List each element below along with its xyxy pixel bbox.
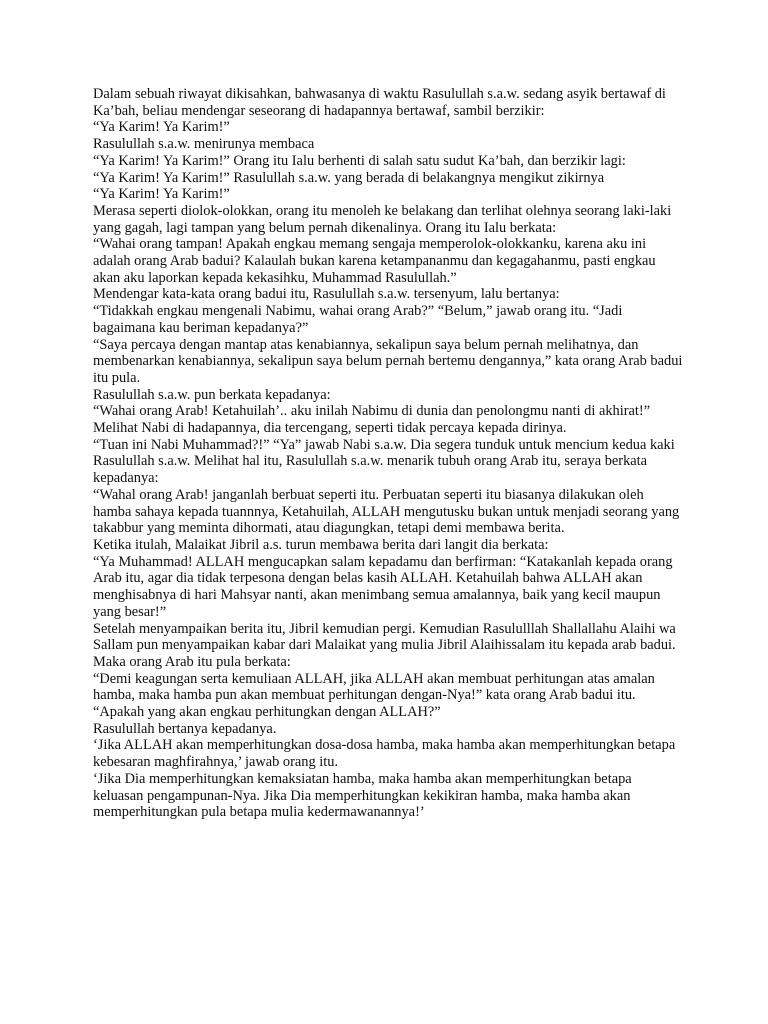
paragraph: “Wahai orang tampan! Apakah engkau memang sengaja memperolok-olokkanku, karena aku ini adalah orang Arab badui? Kalaulah bukan karena ketampananmu dan kegagahanmu, pasti engkau akan aku laporkan kepada kekasihku, Muhammad Rasulullah.”: [93, 236, 656, 286]
paragraph: Maka orang Arab itu pula berkata:: [93, 653, 291, 670]
paragraph: Rasulullah s.a.w. menirunya membaca: [93, 136, 315, 153]
paragraph: Ketika itulah, Malaikat Jibril a.s. turun membawa berita dari langit dia berkata:: [93, 536, 549, 553]
paragraph: “Apakah yang akan engkau perhitungkan dengan ALLAH?”: [93, 704, 441, 721]
paragraph: “Ya Karim! Ya Karim!”: [93, 186, 230, 203]
paragraph: “Tidakkah engkau mengenali Nabimu, wahai orang Arab?” “Belum,” jawab orang itu. “Jadi bagaimana kau beriman kepadanya?”: [93, 303, 623, 336]
paragraph: ‘Jika Dia memperhitungkan kemaksiatan hamba, maka hamba akan memperhitungkan betapa keluasan pengampunan-Nya. Jika Dia memperhitungkan kekikiran hamba, maka hamba akan memperhitungkan pula betapa mulia kedermawanannya!’: [93, 770, 632, 821]
paragraph: “Wahai orang Arab! Ketahuilah’.. aku inilah Nabimu di dunia dan penolongmu nanti di akhirat!”: [93, 403, 651, 420]
paragraph: Rasulullah bertanya kepadanya.: [93, 720, 277, 737]
paragraph: “Ya Karim! Ya Karim!” Orang itu Ialu berhenti di salah satu sudut Ka’bah, dan berzikir lagi:: [93, 152, 626, 169]
paragraph: ‘Jika ALLAH akan memperhitungkan dosa-dosa hamba, maka hamba akan memperhitungkan betapa kebesaran maghfirahnya,’ jawab orang itu.: [93, 737, 676, 771]
paragraph: “Ya Muhammad! ALLAH mengucapkan salam kepadamu dan berfirman: “Katakanlah kepada orang Arab itu, agar dia tidak terpesona dengan belas kasih ALLAH. Ketahuilah bahwa ALLAH akan menghisabnya di hari Mahsyar nanti, akan menimbang semua amalannya, baik yang kecil maupun yang besar!”: [93, 553, 673, 620]
paragraph: “Demi keagungan serta kemuliaan ALLAH, jika ALLAH akan membuat perhitungan atas amalan hamba, maka hamba pun akan membuat perhitungan dengan-Nya!” kata orang Arab badui itu.: [93, 670, 655, 704]
paragraph: Rasulullah s.a.w. pun berkata kepadanya:: [93, 386, 331, 403]
paragraph: Setelah menyampaikan berita itu, Jibril kemudian pergi. Kemudian Rasululllah Shallallahu Alaihi wa Sallam pun menyampaikan kabar dari Malaikat yang mulia Jibril Alaihissalam itu kepada arab badui.: [93, 620, 676, 654]
paragraph: “Saya percaya dengan mantap atas kenabiannya, sekalipun saya belum pernah melihatnya, dan membenarkan kenabiannya, sekalipun saya belum pernah bertemu dengannya,” kata orang Arab badui itu pula.: [93, 336, 683, 386]
paragraph: “Ya Karim! Ya Karim!” Rasulullah s.a.w. yang berada di belakangnya mengikut zikirnya: [93, 169, 605, 186]
paragraph: Dalam sebuah riwayat dikisahkan, bahwasanya di waktu Rasulullah s.a.w. sedang asyik bertawaf di Ka’bah, beliau mendengar seseorang di hadapannya bertawaf, sambil berzikir:: [93, 86, 666, 119]
paragraph: Mendengar kata-kata orang badui itu, Rasulullah s.a.w. tersenyum, lalu bertanya:: [93, 286, 560, 303]
paragraph: “Wahal orang Arab! janganlah berbuat seperti itu. Perbuatan seperti itu biasanya dilakukan oleh hamba sahaya kepada tuannnya, Ketahuilah, ALLAH mengutusku bukan untuk menjadi seorang yang takabbur yang meminta dihormati, atau diagungkan, tetapi demi membawa berita.: [93, 486, 680, 537]
paragraph: Merasa seperti diolok-olokkan, orang itu menoleh ke belakang dan terlihat olehnya seorang laki-laki yang gagah, lagi tampan yang belum pernah dikenalinya. Orang itu Ialu berkata:: [93, 202, 672, 236]
paragraph: Melihat Nabi di hadapannya, dia tercengang, seperti tidak percaya kepada dirinya.: [93, 420, 567, 437]
paragraph: “Tuan ini Nabi Muhammad?!” “Ya” jawab Nabi s.a.w. Dia segera tunduk untuk mencium kedua kaki Rasulullah s.a.w. Melihat hal itu, Rasulullah s.a.w. menarik tubuh orang Arab itu, seraya berkata kepadanya:: [93, 436, 675, 487]
document-page: [93, 86, 683, 821]
paragraph: “Ya Karim! Ya Karim!”: [93, 119, 230, 136]
